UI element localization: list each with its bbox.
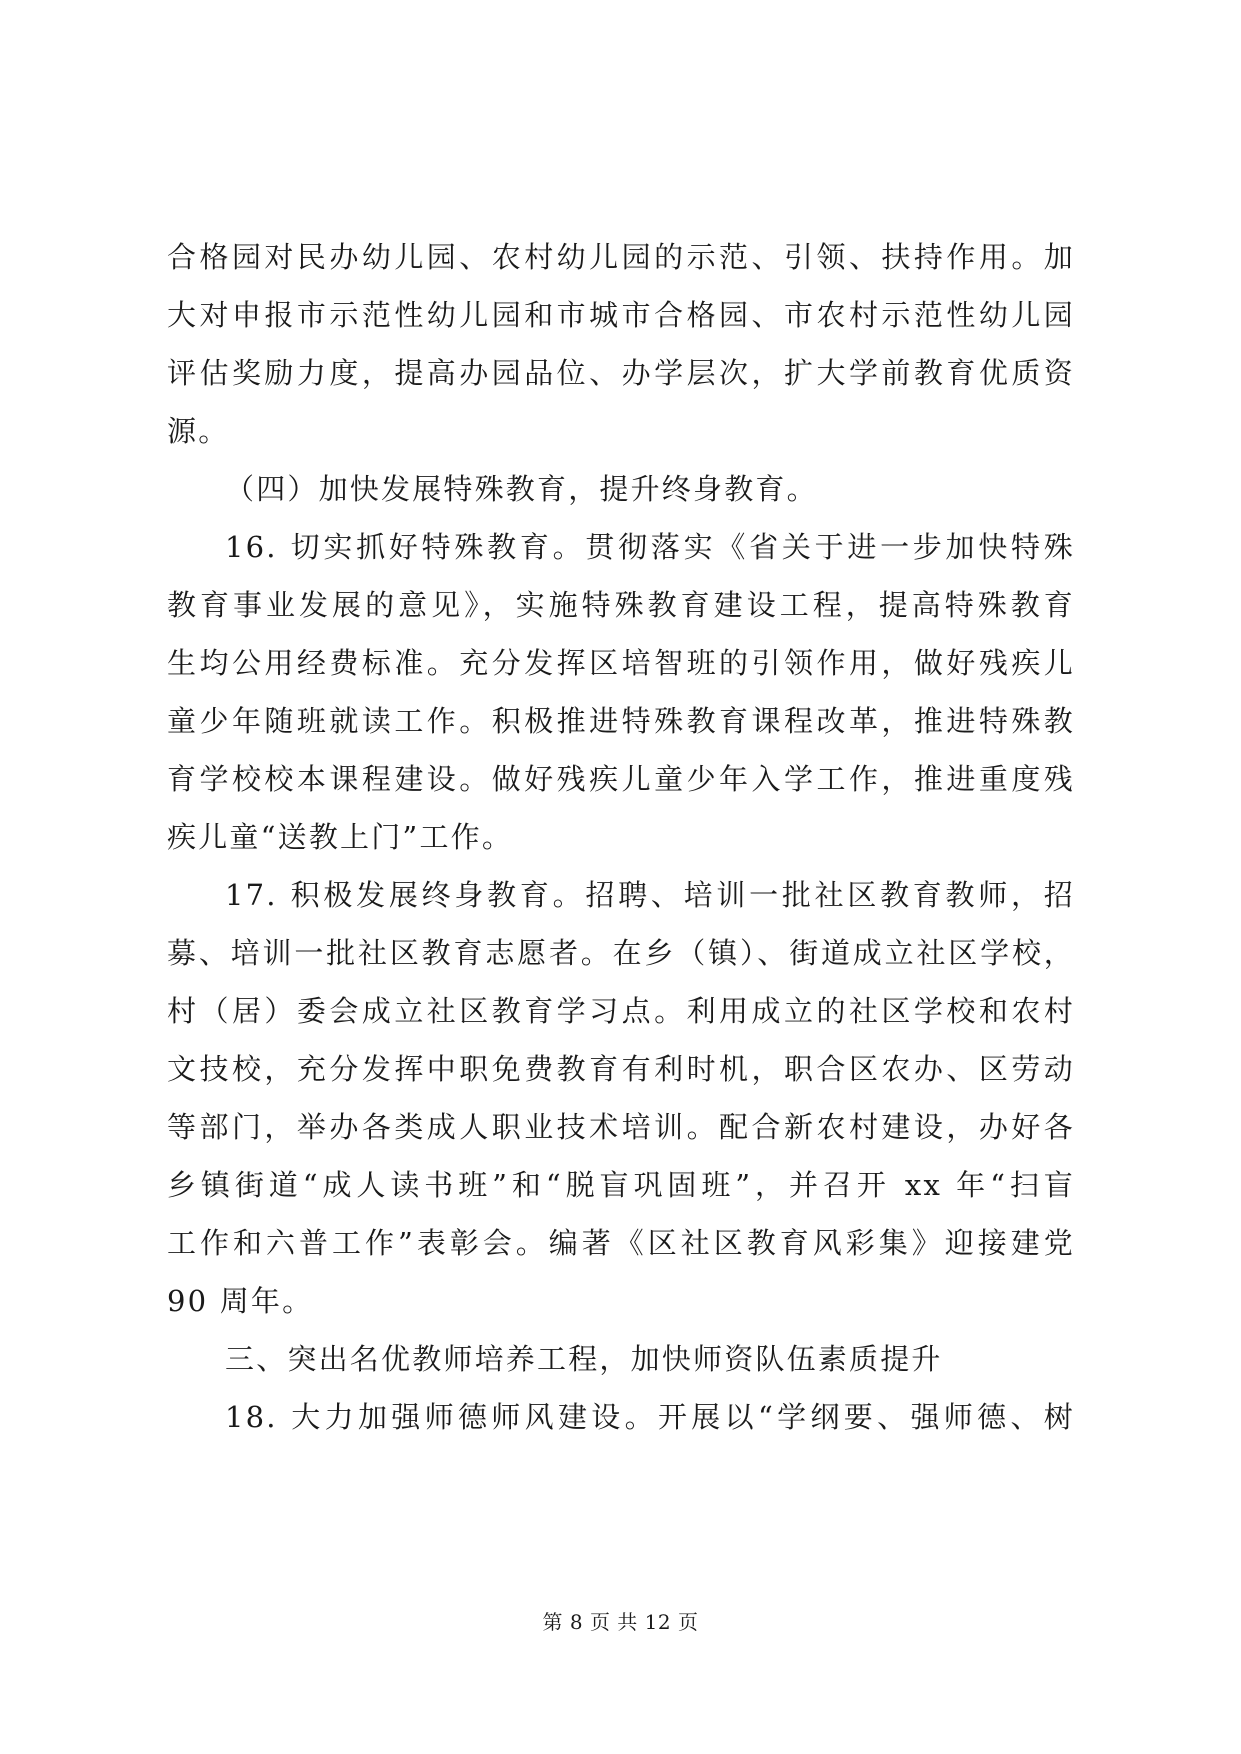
- text-line: 工作和六普工作”表彰会。编著《区社区教育风彩集》迎接建党: [167, 1226, 1075, 1260]
- text-line: 文技校，充分发挥中职免费教育有利时机，职合区农办、区劳动: [167, 1052, 1075, 1086]
- text-line: 疾儿童“送教上门”工作。: [167, 820, 514, 854]
- text-line: 募、培训一批社区教育志愿者。在乡（镇）、街道成立社区学校，: [167, 936, 1075, 970]
- text-line: 评估奖励力度，提高办园品位、办学层次，扩大学前教育优质资: [167, 356, 1075, 390]
- text-line: 合格园对民办幼儿园、农村幼儿园的示范、引领、扶持作用。加: [167, 240, 1075, 274]
- text-line: 18. 大力加强师德师风建设。开展以“学纲要、强师德、树: [225, 1400, 1075, 1434]
- section-heading: （四）加快发展特殊教育，提升终身教育。: [225, 472, 818, 506]
- text-line: 育学校校本课程建设。做好残疾儿童少年入学工作，推进重度残: [167, 762, 1075, 796]
- text-line: 乡镇街道“成人读书班”和“脱盲巩固班”，并召开 xx 年“扫盲: [167, 1168, 1075, 1202]
- text-line: 村（居）委会成立社区教育学习点。利用成立的社区学校和农村: [167, 994, 1075, 1028]
- text-line: 16. 切实抓好特殊教育。贯彻落实《省关于进一步加快特殊: [225, 530, 1075, 564]
- text-line: 等部门，举办各类成人职业技术培训。配合新农村建设，办好各: [167, 1110, 1075, 1144]
- section-heading: 三、突出名优教师培养工程，加快师资队伍素质提升: [225, 1342, 943, 1376]
- page-number-footer: 第 8 页 共 12 页: [542, 1610, 699, 1634]
- document-body: [167, 228, 1075, 1446]
- text-line: 源。: [167, 414, 230, 448]
- text-line: 17. 积极发展终身教育。招聘、培训一批社区教育教师，招: [225, 878, 1075, 912]
- text-line: 生均公用经费标准。充分发挥区培智班的引领作用，做好残疾儿: [167, 646, 1075, 680]
- text-line: 大对申报市示范性幼儿园和市城市合格园、市农村示范性幼儿园: [167, 298, 1075, 332]
- text-line: 童少年随班就读工作。积极推进特殊教育课程改革，推进特殊教: [167, 704, 1075, 738]
- text-line: 教育事业发展的意见》，实施特殊教育建设工程，提高特殊教育: [167, 588, 1075, 622]
- text-line: 90 周年。: [167, 1284, 314, 1318]
